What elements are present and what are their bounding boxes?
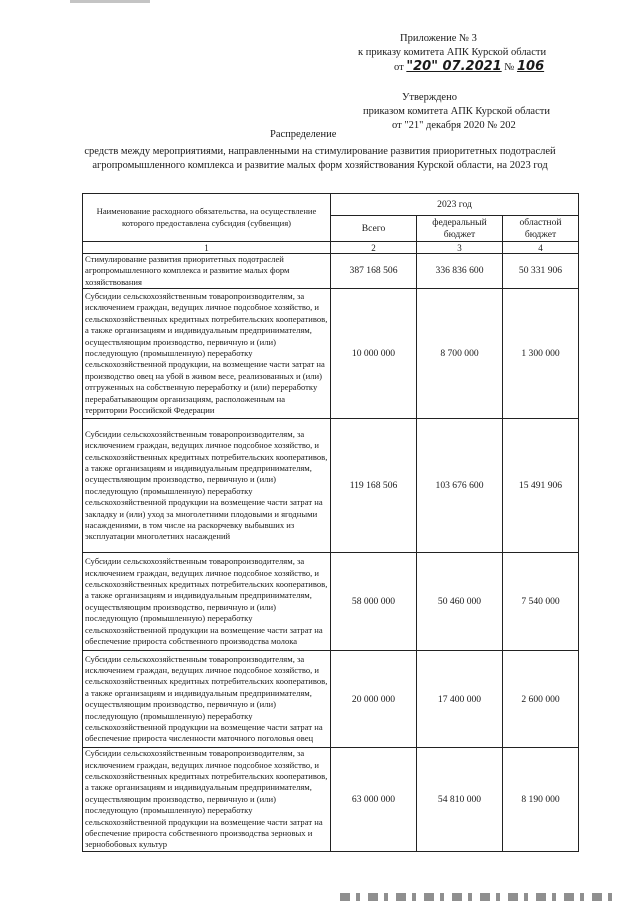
table-row xyxy=(83,651,579,748)
row-regional: 50 331 906 xyxy=(503,254,579,289)
document-subtitle xyxy=(40,145,600,173)
row-federal: 54 810 000 xyxy=(417,748,503,852)
row-name: Субсидии сельскохозяйственным товаропроизводителям, за исключением граждан, ведущих личное подсобное хозяйство, и сельскохозяйственных кредитных потребительских кооперативов, а также организациям и индивидуальным предпринимателям, осуществляющим производство, первичную и (или) последующую (промышленную) переработку сельскохозяйственной продукции на возмещение части затрат на закладку и (или) уход за многолетними плодовыми и ягодными насаждениями, в том числе на раскорчевку выбывших из эксплуатации многолетних насаждений xyxy=(83,419,331,553)
from-prefix: от xyxy=(394,62,404,73)
scan-artifact xyxy=(70,0,150,3)
row-regional: 7 540 000 xyxy=(503,553,579,651)
document-title: Распределение xyxy=(270,129,337,140)
handwritten-number: 106 xyxy=(516,59,545,74)
approved-by: приказом комитета АПК Курской области xyxy=(363,106,550,117)
row-name: Субсидии сельскохозяйственным товаропроизводителям, за исключением граждан, ведущих личное подсобное хозяйство, и сельскохозяйственных кредитных потребительских кооперативов, а также организациям и индивидуальным предпринимателям, осуществляющим производство, первичную и (или) последующую (промышленную) переработку сельскохозяйственной продукции на возмещение части затрат на обеспечение прироста численности маточного поголовья овец xyxy=(83,651,331,748)
subtitle-line: агропромышленного комплекса и развитие малых форм хозяйствования Курской области, на 2023 год xyxy=(92,160,548,171)
row-regional: 2 600 000 xyxy=(503,651,579,748)
table-row xyxy=(83,748,579,852)
row-regional: 8 190 000 xyxy=(503,748,579,852)
row-total: 58 000 000 xyxy=(331,553,417,651)
handwritten-date: "20" 07.2021 xyxy=(406,59,502,74)
number-prefix: № xyxy=(504,62,515,73)
row-total: 63 000 000 xyxy=(331,748,417,852)
row-name: Субсидии сельскохозяйственным товаропроизводителям, за исключением граждан, ведущих личное подсобное хозяйство, и сельскохозяйственных кредитных потребительских кооперативов, а также организациям и индивидуальным предпринимателям, осуществляющим производство, первичную и (или) последующую (промышленную) переработку сельскохозяйственной продукции на возмещение части затрат на обеспечение прироста собственного производства молока xyxy=(83,553,331,651)
table-row xyxy=(83,254,579,289)
col-header-name: Наименование расходного обязательства, на осуществление которого предоставлена субсидия (субвенция) xyxy=(83,194,331,242)
row-federal: 50 460 000 xyxy=(417,553,503,651)
approved-label: Утверждено xyxy=(402,92,457,103)
row-federal: 336 836 600 xyxy=(417,254,503,289)
col-header-federal: федеральный бюджет xyxy=(417,216,503,242)
row-federal: 17 400 000 xyxy=(417,651,503,748)
table-row xyxy=(83,553,579,651)
row-total: 387 168 506 xyxy=(331,254,417,289)
order-reference: к приказу комитета АПК Курской области xyxy=(358,47,547,58)
scan-artifact xyxy=(340,893,620,901)
row-federal: 103 676 600 xyxy=(417,419,503,553)
col-index: 3 xyxy=(417,242,503,254)
row-name: Субсидии сельскохозяйственным товаропроизводителям, за исключением граждан, ведущих личное подсобное хозяйство, и сельскохозяйственных кредитных потребительских кооперативов, а также организациям и индивидуальным предпринимателям, осуществляющим производство, первичную и (или) последующую (промышленную) переработку сельскохозяйственной продукции, на возмещение части затрат на производство овец на убой в живом весе, реализованных и (или) отгруженных на собственную переработку и (или) переработку перерабатывающим организациям, расположенным на территории Российской Федерации xyxy=(83,289,331,419)
col-index: 1 xyxy=(83,242,331,254)
row-name: Стимулирование развития приоритетных подотраслей агропромышленного комплекса и развитие малых форм хозяйствования xyxy=(83,254,331,289)
approved-date: от "21" декабря 2020 № 202 xyxy=(392,120,516,131)
subtitle-line: средств между мероприятиями, направленными на стимулирование развития приоритетных подотраслей xyxy=(84,146,556,157)
distribution-table xyxy=(82,193,579,852)
row-regional: 1 300 000 xyxy=(503,289,579,419)
row-total: 119 168 506 xyxy=(331,419,417,553)
appendix-label: Приложение № 3 xyxy=(400,33,477,44)
col-index: 2 xyxy=(331,242,417,254)
col-header-total: Всего xyxy=(331,216,417,242)
order-date-line xyxy=(394,60,574,74)
row-regional: 15 491 906 xyxy=(503,419,579,553)
col-header-year: 2023 год xyxy=(331,194,579,216)
table-row xyxy=(83,289,579,419)
col-index: 4 xyxy=(503,242,579,254)
row-federal: 8 700 000 xyxy=(417,289,503,419)
row-total: 10 000 000 xyxy=(331,289,417,419)
col-header-regional: областной бюджет xyxy=(503,216,579,242)
row-total: 20 000 000 xyxy=(331,651,417,748)
row-name: Субсидии сельскохозяйственным товаропроизводителям, за исключением граждан, ведущих личное подсобное хозяйство, и сельскохозяйственных кредитных потребительских кооперативов, а также организациям и индивидуальным предпринимателям, осуществляющим производство, первичную и (или) последующую (промышленную) переработку сельскохозяйственной продукции на возмещение части затрат на обеспечение прироста собственного производства зерновых и зернобобовых культур xyxy=(83,748,331,852)
table-row xyxy=(83,419,579,553)
